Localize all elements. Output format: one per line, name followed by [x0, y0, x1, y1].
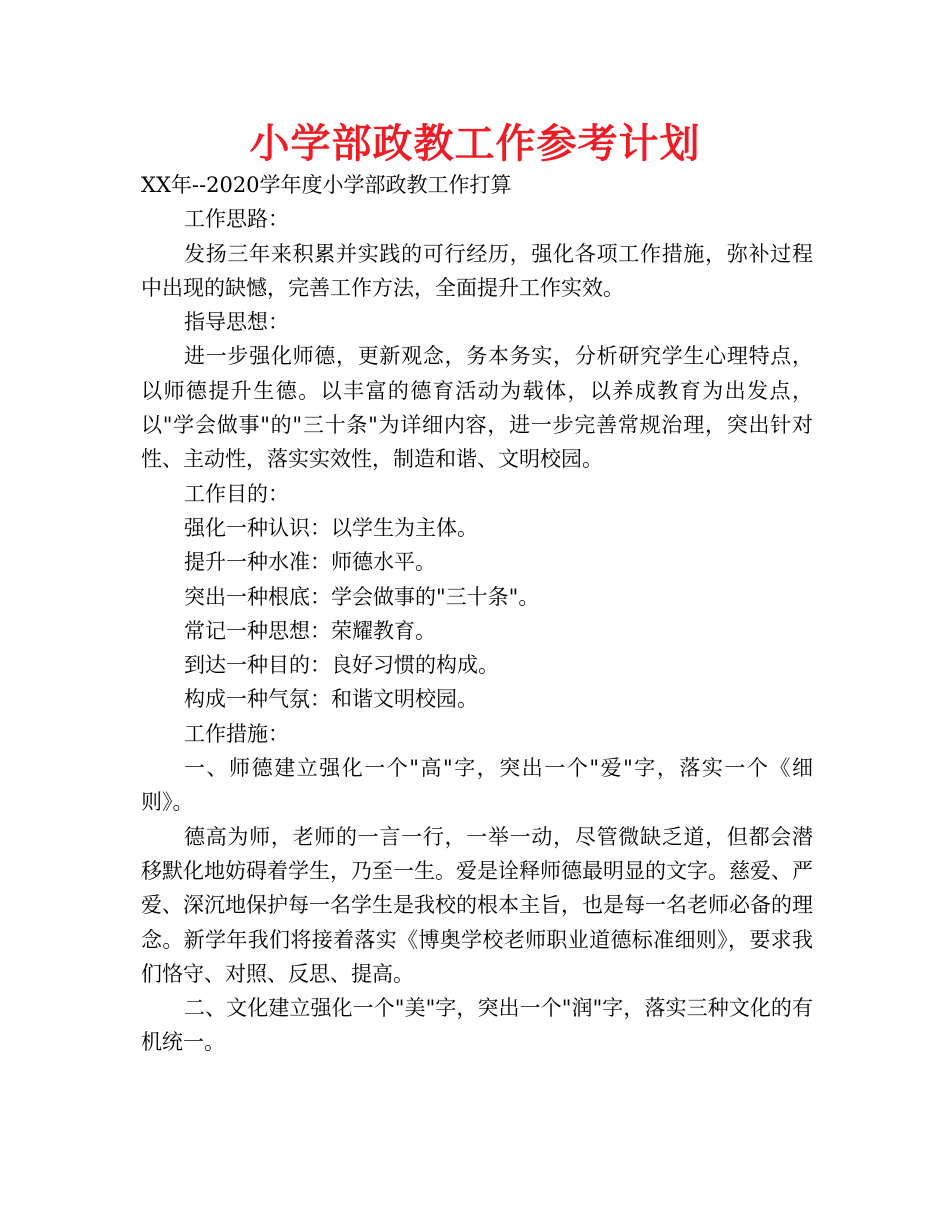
- goal-item: 突出一种根底：学会做事的"三十条"。: [184, 584, 540, 609]
- measure-two-heading: 二、文化建立强化一个"美"字，突出一个"润"字，落实三种文化的有机统一。: [141, 996, 813, 1055]
- paragraph-guiding-thought: 进一步强化师德，更新观念，务本务实，分析研究学生心理特点，以师德提升生德。以丰富的德育活动为载体，以养成教育为出发点，以"学会做事"的"三十条"为详细内容，进一步完善常规治理，突出针对性、主动性，落实实效性，制造和谐、文明校园。: [141, 344, 813, 472]
- goal-item: 构成一种气氛：和谐文明校园。: [184, 687, 478, 712]
- heading-work-approach: 工作思路：: [184, 207, 289, 232]
- measure-one-paragraph: 德高为师，老师的一言一行，一举一动，尽管微缺乏道，但都会潜移默化地妨碍着学生，乃至一生。爱是诠释师德最明显的文字。慈爱、严爱、深沉地保护每一名学生是我校的根本主旨，也是每一名老师必备的理念。新学年我们将接着落实《博奥学校老师职业道德标准细则》，要求我们恪守、对照、反思、提高。: [141, 824, 813, 986]
- heading-work-measures: 工作措施：: [184, 721, 289, 746]
- goal-item: 强化一种认识：以学生为主体。: [184, 515, 478, 540]
- measure-one-heading: 一、师德建立强化一个"高"字，突出一个"爱"字，落实一个《细则》。: [141, 756, 813, 815]
- paragraph-work-approach: 发扬三年来积累并实践的可行经历，强化各项工作措施，弥补过程中出现的缺憾，完善工作方法，全面提升工作实效。: [141, 241, 813, 300]
- goal-item: 常记一种思想：荣耀教育。: [184, 618, 436, 643]
- heading-work-goals: 工作目的：: [184, 481, 289, 506]
- document-body: [141, 168, 813, 1060]
- document-title: 小学部政教工作参考计划: [249, 121, 701, 167]
- goal-item: 到达一种目的：良好习惯的构成。: [184, 653, 499, 678]
- goal-item: 提升一种水准：师德水平。: [184, 550, 436, 575]
- heading-guiding-thought: 指导思想：: [184, 310, 289, 335]
- subtitle-line: XX年--2020学年度小学部政教工作打算: [141, 173, 512, 197]
